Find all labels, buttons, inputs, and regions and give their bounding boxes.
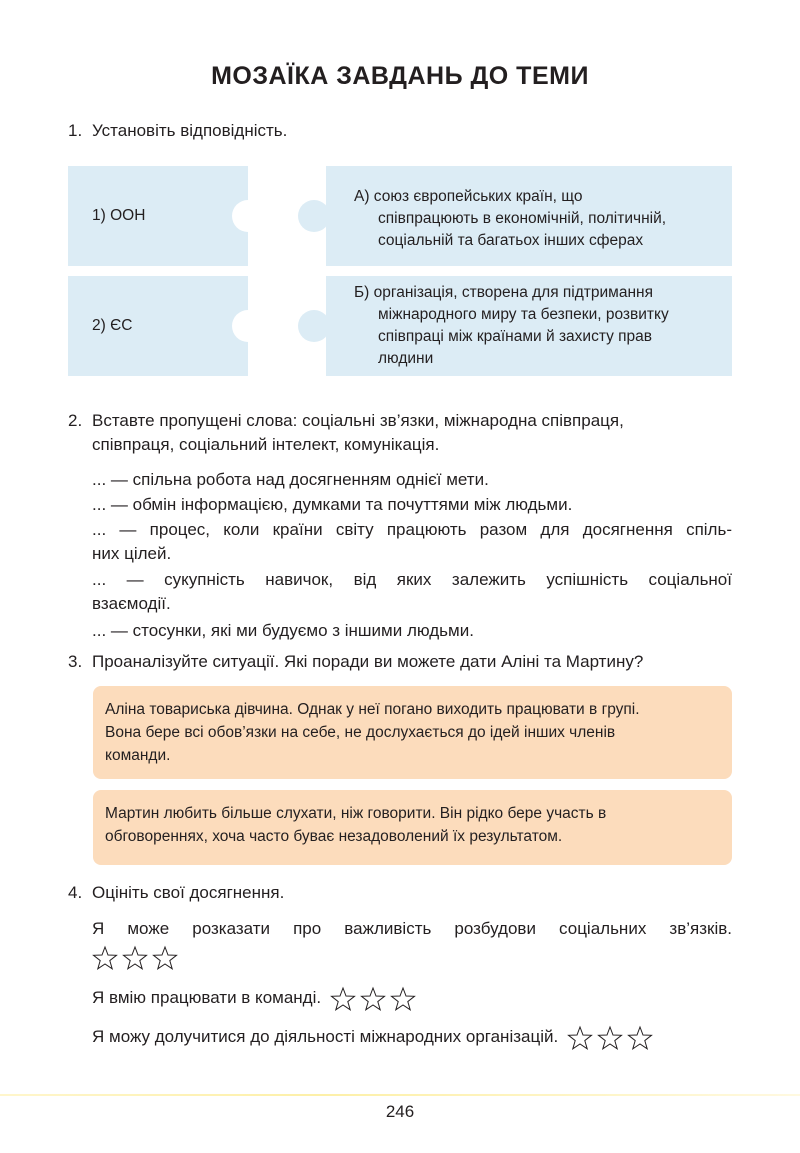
task-text-line: Вставте пропущені слова: соціальні зв’язки, міжнародна співпраця, <box>92 411 624 430</box>
definition-line: співпраці між країнами й захисту прав <box>378 328 653 345</box>
fill-blank-line-cont: взаємодії. <box>92 594 171 613</box>
star-icon[interactable] <box>360 986 386 1012</box>
situation-card-martyn <box>93 790 732 865</box>
achievement-item-2 <box>92 984 732 1013</box>
card-line: Аліна товариська дівчина. Однак у неї погано виходить працювати в групі. <box>105 701 640 718</box>
puzzle-notch <box>232 310 264 342</box>
piece-label: 2) ЄС <box>92 317 133 334</box>
star-icon[interactable] <box>390 986 416 1012</box>
definition-line: соціальній та багатьох інших сферах <box>378 232 644 249</box>
card-line: Вона бере всі обов’язки на себе, не дослухається до ідей інших членів <box>105 724 616 741</box>
task-2-heading-cont: співпраця, соціальний інтелект, комунікація. <box>92 435 440 454</box>
piece-definition <box>354 186 714 252</box>
fill-blank-line: ... — процес, коли країни світу працюють разом для досягнення спіль- <box>92 520 732 539</box>
task-3-heading <box>68 650 732 674</box>
definition-line: Б) організація, створена для підтримання <box>354 284 653 301</box>
star-rating[interactable] <box>92 944 182 972</box>
matching-puzzle <box>68 166 732 378</box>
puzzle-knob <box>298 310 330 342</box>
star-icon[interactable] <box>330 986 356 1012</box>
achievement-text: Я можу долучитися до діяльності міжнародних організацій. <box>92 1027 559 1046</box>
card-line: обговореннях, хоча часто буває незадоволений їх результатом. <box>105 828 563 845</box>
star-icon[interactable] <box>627 1025 653 1051</box>
definition-line: співпрацюють в економічній, політичній, <box>378 210 667 227</box>
page-title: МОЗАЇКА ЗАВДАНЬ ДО ТЕМИ <box>211 62 589 90</box>
fill-blank-line: ... — стосунки, які ми будуємо з іншими людьми. <box>92 621 474 640</box>
task-number: 4. <box>68 883 83 902</box>
puzzle-piece-left-2 <box>68 276 248 376</box>
achievement-stars-1 <box>92 943 732 972</box>
piece-label: 1) ООН <box>92 207 146 224</box>
star-rating[interactable] <box>330 985 420 1013</box>
card-line: Мартин любить більше слухати, ніж говорити. Він рідко бере участь в <box>105 805 607 822</box>
task-2-heading <box>68 409 732 433</box>
task-1-heading <box>68 119 732 143</box>
definition-line: людини <box>378 350 434 367</box>
puzzle-piece-right-2 <box>326 276 732 376</box>
puzzle-piece-right-1 <box>326 166 732 266</box>
footer-divider <box>0 1094 800 1096</box>
definition-line: А) союз європейських країн, що <box>354 188 583 205</box>
fill-blank-line: ... — сукупність навичок, від яких залежить успішність соціальної <box>92 570 732 589</box>
card-line: команди. <box>105 747 171 764</box>
puzzle-notch <box>232 200 264 232</box>
task-number: 3. <box>68 652 83 671</box>
task-number: 1. <box>68 121 83 140</box>
puzzle-piece-left-1 <box>68 166 248 266</box>
fill-blank-line: ... — спільна робота над досягненням однієї мети. <box>92 470 489 489</box>
star-rating[interactable] <box>567 1024 657 1052</box>
situation-card-alina <box>93 686 732 779</box>
task-text: Проаналізуйте ситуації. Які поради ви можете дати Аліні та Мартину? <box>92 652 644 671</box>
achievement-text: Я вмію працювати в команді. <box>92 988 322 1007</box>
task-text: Установіть відповідність. <box>92 121 288 140</box>
star-icon[interactable] <box>597 1025 623 1051</box>
achievement-item-1: Я може розказати про важливість розбудови соціальних зв’язків. <box>92 919 732 938</box>
fill-blank-line-cont: них цілей. <box>92 544 172 563</box>
task-text: Оцініть свої досягнення. <box>92 883 285 902</box>
page-number: 246 <box>385 1102 415 1121</box>
star-icon[interactable] <box>152 945 178 971</box>
star-icon[interactable] <box>92 945 118 971</box>
fill-blank-line: ... — обмін інформацією, думками та почуттями між людьми. <box>92 495 573 514</box>
task-number: 2. <box>68 411 83 430</box>
star-icon[interactable] <box>567 1025 593 1051</box>
puzzle-knob <box>298 200 330 232</box>
definition-line: міжнародного миру та безпеки, розвитку <box>378 306 669 323</box>
task-4-heading <box>68 881 732 905</box>
piece-definition <box>354 282 714 370</box>
star-icon[interactable] <box>122 945 148 971</box>
achievement-item-3 <box>92 1023 732 1052</box>
